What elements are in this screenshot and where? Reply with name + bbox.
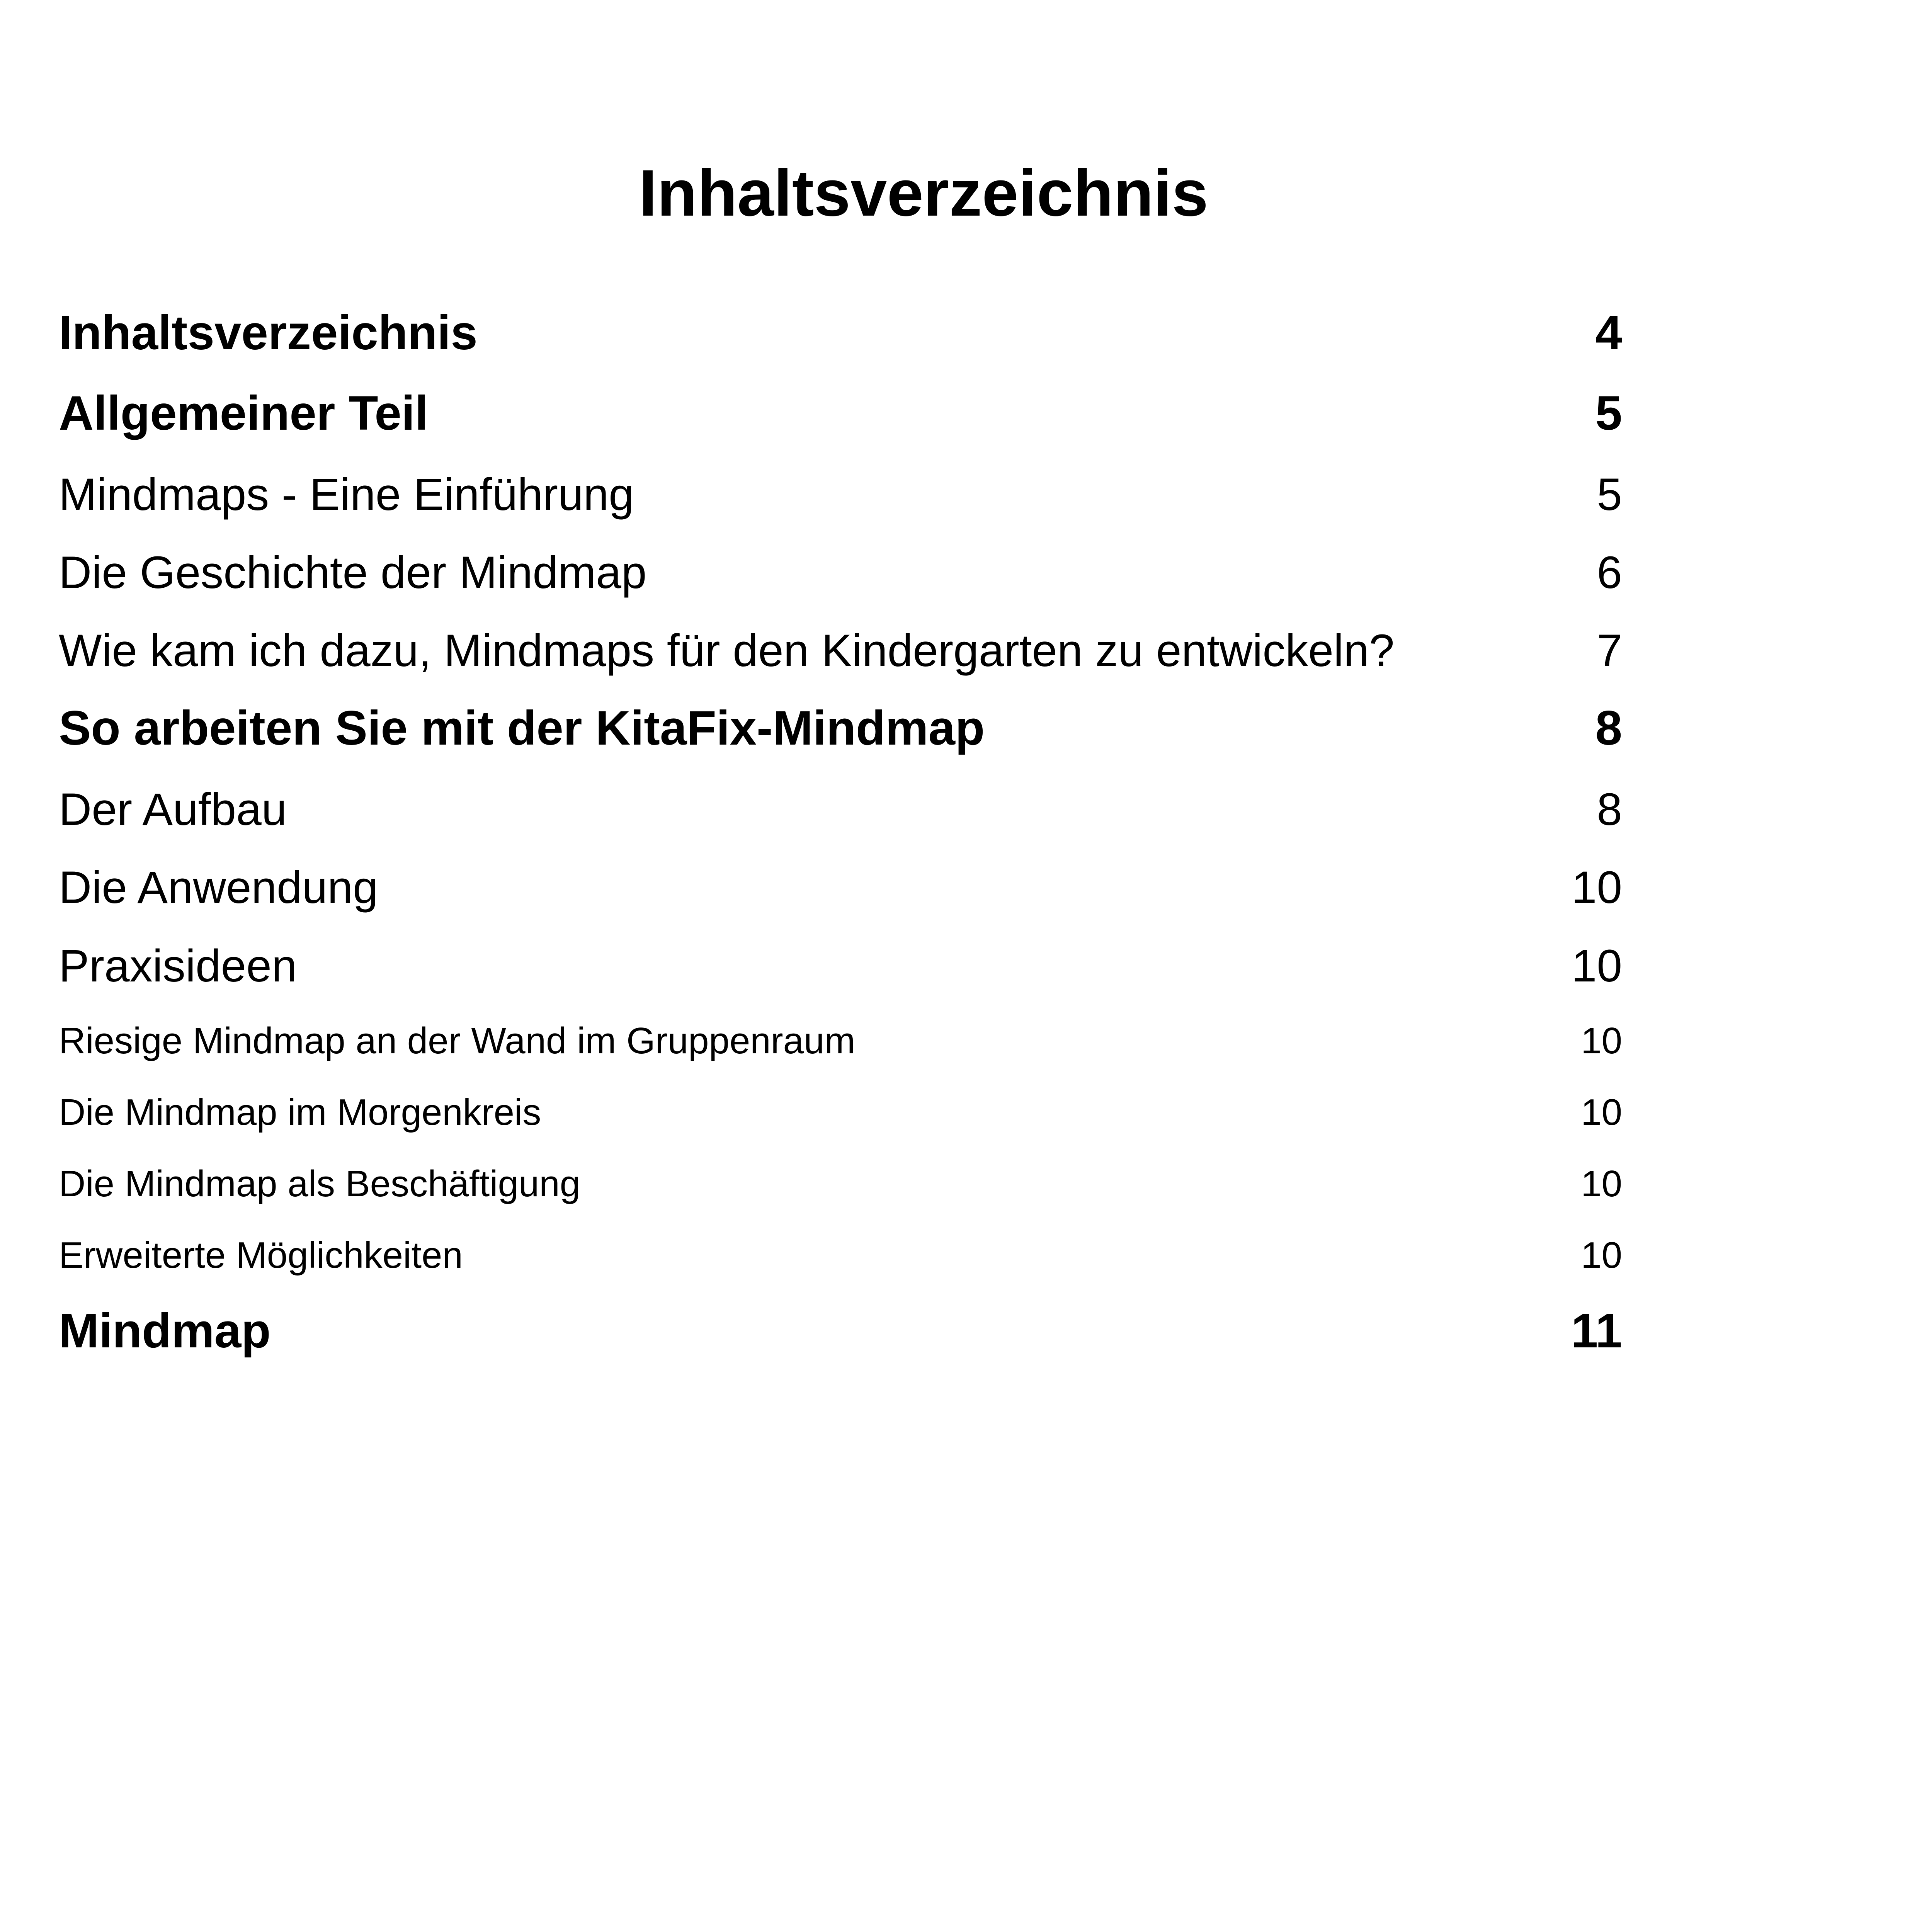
toc-entry[interactable] [59,1162,1622,1206]
toc-entry[interactable] [59,1090,1622,1135]
toc-entry-label: Mindmaps - Eine Einführung [59,469,634,520]
toc-entry-label: Die Mindmap als Beschäftigung [59,1163,581,1204]
toc-entry-label: Die Mindmap im Morgenkreis [59,1092,541,1133]
toc-entry-page-number: 10 [1581,1020,1622,1061]
toc-entry[interactable] [59,699,1622,757]
toc-entry[interactable] [59,1233,1622,1278]
toc-entry-label: Die Anwendung [59,862,378,913]
toc-entry-page-number: 10 [1581,1163,1622,1204]
toc-entry-page-number: 11 [1571,1304,1622,1358]
toc-entry-page-number: 10 [1571,940,1622,992]
toc-entry-page-number: 6 [1597,547,1622,598]
toc-entry-label: Inhaltsverzeichnis [59,306,478,360]
toc-entry-page-number: 10 [1581,1235,1622,1276]
toc-entry-page-number: 10 [1581,1092,1622,1133]
toc-entry[interactable] [59,468,1622,522]
toc-entry-label: Wie kam ich dazu, Mindmaps für den Kindergarten zu entwickeln? [59,625,1395,676]
page-title: Inhaltsverzeichnis [639,156,1208,230]
toc-entry[interactable] [59,304,1622,362]
toc-entry[interactable] [59,782,1622,837]
toc-entry-page-number: 8 [1597,784,1622,835]
toc-entry-page-number: 5 [1595,386,1622,440]
toc-entry-page-number: 7 [1597,625,1622,676]
toc-entry[interactable] [59,1302,1622,1360]
toc-entry[interactable] [59,384,1622,442]
table-of-contents [59,0,1622,1932]
toc-entry-label: So arbeiten Sie mit der KitaFix-Mindmap [59,701,985,755]
toc-entry-label: Allgemeiner Teil [59,386,429,440]
toc-entry[interactable] [59,624,1622,678]
toc-entry-page-number: 5 [1597,469,1622,520]
toc-entry-label: Mindmap [59,1304,271,1358]
toc-entry-label: Praxisideen [59,940,297,992]
toc-entry-label: Riesige Mindmap an der Wand im Gruppenraum [59,1020,856,1061]
toc-entry-page-number: 8 [1595,701,1622,755]
toc-entry-label: Erweiterte Möglichkeiten [59,1235,463,1276]
toc-entry[interactable] [59,939,1622,993]
toc-entry-page-number: 10 [1571,862,1622,913]
toc-entry[interactable] [59,546,1622,600]
toc-entry-page-number: 4 [1595,306,1622,360]
toc-entry[interactable] [59,861,1622,915]
toc-entry[interactable] [59,1019,1622,1063]
toc-entry-label: Der Aufbau [59,784,287,835]
toc-entry-label: Die Geschichte der Mindmap [59,547,647,598]
